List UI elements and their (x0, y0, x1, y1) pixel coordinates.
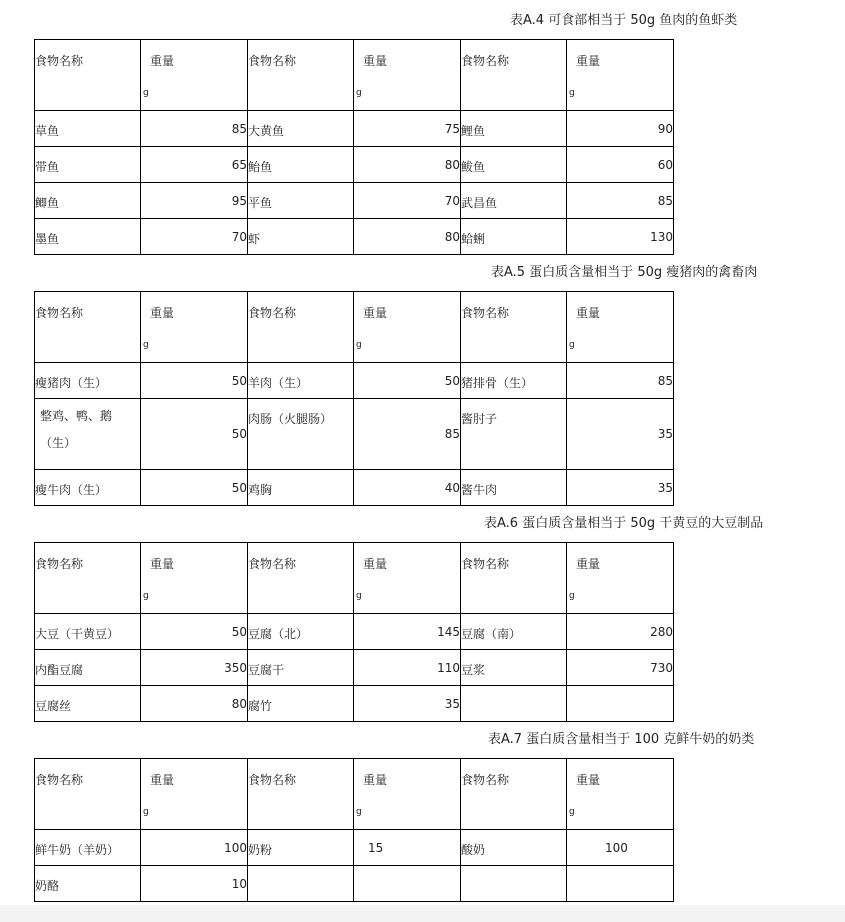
header-food-name (35, 292, 141, 363)
table-row (35, 111, 674, 147)
header-food-name (461, 759, 567, 830)
header-weight-unit: g (569, 88, 575, 98)
header-weight-unit: g (143, 591, 149, 601)
food-name-cell (248, 183, 354, 219)
header-row (35, 543, 674, 614)
food-name-cell (35, 650, 141, 686)
header-weight-unit: g (143, 88, 149, 98)
header-weight-unit: g (356, 340, 362, 350)
table-row (35, 830, 674, 866)
food-name-cell (35, 866, 141, 902)
table-row (35, 614, 674, 650)
food-name: 整鸡、鸭、鹅 (40, 409, 113, 423)
weight-cell: 50 (141, 363, 248, 399)
header-food-name-label: 食物名称 (461, 306, 510, 320)
header-weight-unit: g (356, 591, 362, 601)
food-name-cell (461, 183, 567, 219)
food-name: 平鱼 (248, 196, 273, 210)
weight-cell: 60 (567, 147, 674, 183)
food-name-cell (35, 183, 141, 219)
table-a5 (34, 291, 674, 506)
weight-cell: 15 (354, 830, 461, 866)
food-name-cell (248, 830, 354, 866)
header-food-name (461, 543, 567, 614)
food-name: 鲅鱼 (461, 160, 486, 174)
header-weight-unit: g (143, 807, 149, 817)
food-name: 奶酪 (35, 879, 60, 893)
weight-cell: 50 (141, 470, 248, 506)
food-name-cell (461, 111, 567, 147)
header-food-name-label: 食物名称 (35, 306, 84, 320)
header-row (35, 292, 674, 363)
food-name-cell (461, 363, 567, 399)
food-name (461, 866, 566, 877)
header-food-name-label: 食物名称 (248, 557, 297, 571)
header-weight-label: 重量 (363, 306, 388, 320)
food-name-cell (248, 219, 354, 255)
header-weight-label: 重量 (150, 306, 175, 320)
weight-cell: 10 (141, 866, 248, 902)
header-food-name-label: 食物名称 (461, 557, 510, 571)
header-weight-unit: g (143, 340, 149, 350)
table-row (35, 399, 674, 470)
table-row (35, 470, 674, 506)
weight-cell (567, 686, 674, 722)
food-name: 肉肠（火腿肠） (248, 412, 333, 426)
table-a6-caption: 表A.6 蛋白质含量相当于 50g 干黄豆的大豆制品 (484, 516, 764, 531)
header-food-name (248, 543, 354, 614)
header-food-name (248, 40, 354, 111)
weight-cell: 35 (354, 686, 461, 722)
food-name: 羊肉（生） (248, 376, 309, 390)
food-name-cell (461, 399, 567, 470)
food-name: 鲫鱼 (35, 196, 60, 210)
page-bottom-strip (0, 905, 845, 922)
weight-cell: 130 (567, 219, 674, 255)
header-weight-unit: g (569, 591, 575, 601)
food-name: 虾 (248, 232, 261, 246)
header-weight-label: 重量 (363, 54, 388, 68)
weight-cell: 100 (567, 830, 674, 866)
food-name: 豆腐（北） (248, 627, 309, 641)
food-name-cell (35, 147, 141, 183)
food-name: 大豆（干黄豆） (35, 627, 120, 641)
food-name-cell (35, 686, 141, 722)
food-name: 豆浆 (461, 663, 486, 677)
header-weight-label: 重量 (363, 773, 388, 787)
food-name-cell (461, 866, 567, 902)
header-food-name (461, 292, 567, 363)
food-name-cell (35, 614, 141, 650)
food-name-cell (248, 866, 354, 902)
header-weight-label: 重量 (150, 54, 175, 68)
header-weight-label: 重量 (576, 306, 601, 320)
food-name: 酸奶 (461, 843, 486, 857)
weight-cell: 50 (141, 399, 248, 470)
food-name: 豆腐干 (248, 663, 285, 677)
food-name-cell (248, 470, 354, 506)
weight-cell: 145 (354, 614, 461, 650)
food-name-cell (35, 111, 141, 147)
header-food-name (35, 759, 141, 830)
food-name: 大黄鱼 (248, 124, 285, 138)
food-name-cell (35, 219, 141, 255)
food-name: 瘦猪肉（生） (35, 376, 108, 390)
header-weight-unit: g (569, 340, 575, 350)
table-row (35, 866, 674, 902)
header-weight (141, 40, 248, 111)
weight-cell: 80 (354, 219, 461, 255)
weight-cell: 280 (567, 614, 674, 650)
food-name-cell (35, 470, 141, 506)
header-weight (567, 40, 674, 111)
weight-cell: 90 (567, 111, 674, 147)
header-weight (141, 759, 248, 830)
food-name: 鲤鱼 (461, 124, 486, 138)
header-food-name (248, 759, 354, 830)
header-food-name-label: 食物名称 (35, 773, 84, 787)
food-name: 瘦牛肉（生） (35, 483, 108, 497)
food-name: 豆腐（南） (461, 627, 522, 641)
table-a4 (34, 39, 674, 255)
header-weight (354, 543, 461, 614)
food-name: 猪排骨（生） (461, 376, 534, 390)
header-weight-label: 重量 (363, 557, 388, 571)
weight-cell: 80 (354, 147, 461, 183)
food-name: 武昌鱼 (461, 196, 498, 210)
weight-cell: 50 (354, 363, 461, 399)
weight-cell: 35 (567, 399, 674, 470)
header-weight-unit: g (569, 807, 575, 817)
weight-cell (354, 866, 461, 902)
header-food-name-label: 食物名称 (248, 773, 297, 787)
table-a4-caption: 表A.4 可食部相当于 50g 鱼肉的鱼虾类 (510, 13, 738, 28)
food-name-cell (461, 219, 567, 255)
food-name: 酱肘子 (461, 412, 498, 426)
food-name: 鲐鱼 (248, 160, 273, 174)
food-name-cell (248, 614, 354, 650)
weight-cell: 70 (141, 219, 248, 255)
food-name: 草鱼 (35, 124, 60, 138)
food-name: 鲜牛奶（羊奶） (35, 843, 120, 857)
weight-cell: 70 (354, 183, 461, 219)
weight-cell: 95 (141, 183, 248, 219)
table-a7 (34, 758, 674, 902)
food-name: 鸡胸 (248, 483, 273, 497)
header-weight-label: 重量 (576, 773, 601, 787)
header-food-name-label: 食物名称 (35, 557, 84, 571)
food-name-cell (461, 470, 567, 506)
weight-cell: 85 (141, 111, 248, 147)
header-food-name-label: 食物名称 (461, 773, 510, 787)
weight-cell: 35 (567, 470, 674, 506)
weight-cell: 40 (354, 470, 461, 506)
food-name (248, 866, 353, 877)
food-name-cell (35, 399, 141, 470)
header-food-name (35, 543, 141, 614)
header-weight (567, 543, 674, 614)
header-row (35, 40, 674, 111)
header-weight-label: 重量 (576, 54, 601, 68)
food-name: 墨鱼 (35, 232, 60, 246)
food-name: 豆腐丝 (35, 699, 72, 713)
food-name: 腐竹 (248, 699, 273, 713)
table-a6 (34, 542, 674, 722)
header-food-name-label: 食物名称 (35, 54, 84, 68)
header-weight (567, 759, 674, 830)
food-name-continued: （生） (40, 436, 77, 450)
food-name-cell (248, 686, 354, 722)
food-name: 酱牛肉 (461, 483, 498, 497)
weight-cell: 80 (141, 686, 248, 722)
weight-cell: 100 (141, 830, 248, 866)
food-name-cell (461, 830, 567, 866)
weight-cell: 350 (141, 650, 248, 686)
header-weight-label: 重量 (576, 557, 601, 571)
food-name-cell (461, 686, 567, 722)
header-weight-label: 重量 (150, 773, 175, 787)
header-weight (354, 292, 461, 363)
table-row (35, 686, 674, 722)
header-food-name-label: 食物名称 (248, 54, 297, 68)
header-weight (141, 543, 248, 614)
weight-cell: 110 (354, 650, 461, 686)
table-row (35, 219, 674, 255)
table-row (35, 147, 674, 183)
header-weight (141, 292, 248, 363)
food-name-cell (248, 363, 354, 399)
food-name (461, 686, 566, 697)
header-weight (354, 40, 461, 111)
food-name-cell (461, 147, 567, 183)
header-food-name-label: 食物名称 (248, 306, 297, 320)
food-name-cell (248, 399, 354, 470)
food-name-cell (461, 614, 567, 650)
header-food-name-label: 食物名称 (461, 54, 510, 68)
weight-cell (567, 866, 674, 902)
food-name: 奶粉 (248, 843, 273, 857)
weight-cell: 85 (354, 399, 461, 470)
header-weight-unit: g (356, 88, 362, 98)
weight-cell: 75 (354, 111, 461, 147)
header-food-name (248, 292, 354, 363)
header-food-name (35, 40, 141, 111)
weight-cell: 730 (567, 650, 674, 686)
food-name: 带鱼 (35, 160, 60, 174)
food-name-cell (248, 650, 354, 686)
food-name: 蛤蜊 (461, 232, 486, 246)
food-name-cell (248, 147, 354, 183)
food-name-cell (461, 650, 567, 686)
header-weight (354, 759, 461, 830)
weight-cell: 85 (567, 183, 674, 219)
header-weight-label: 重量 (150, 557, 175, 571)
table-row (35, 650, 674, 686)
weight-cell: 65 (141, 147, 248, 183)
table-a7-caption: 表A.7 蛋白质含量相当于 100 克鲜牛奶的奶类 (488, 732, 755, 747)
table-a5-caption: 表A.5 蛋白质含量相当于 50g 瘦猪肉的禽畜肉 (491, 265, 758, 280)
food-name-cell (248, 111, 354, 147)
food-name-cell (35, 830, 141, 866)
food-name: 内酯豆腐 (35, 663, 84, 677)
table-row (35, 183, 674, 219)
weight-cell: 50 (141, 614, 248, 650)
header-food-name (461, 40, 567, 111)
weight-cell: 85 (567, 363, 674, 399)
header-weight (567, 292, 674, 363)
header-weight-unit: g (356, 807, 362, 817)
header-row (35, 759, 674, 830)
